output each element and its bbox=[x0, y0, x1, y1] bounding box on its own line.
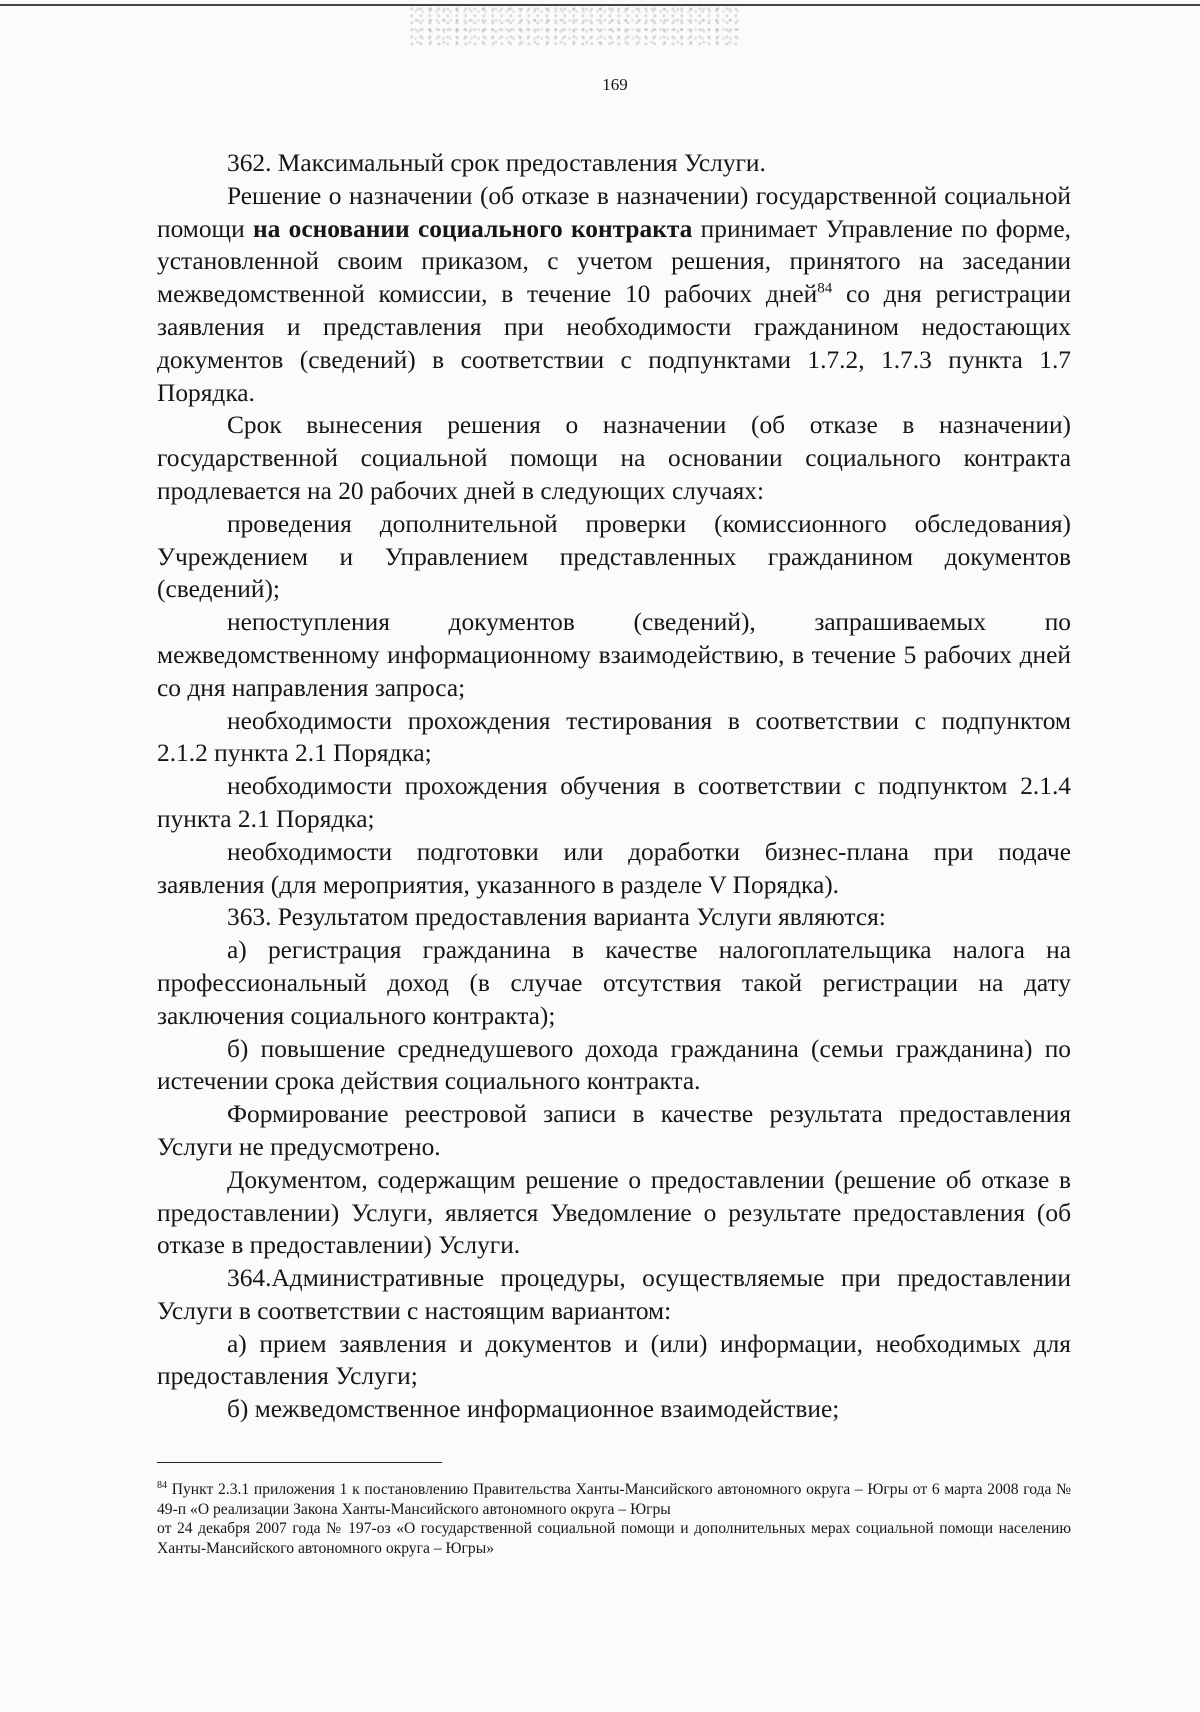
footnote-reference: 84 bbox=[817, 280, 833, 297]
section-363-paragraph: Формирование реестровой записи в качестве результата предоставления Услуги не предусмотрено. bbox=[157, 1100, 1071, 1161]
extension-case-item: проведения дополнительной проверки (комиссионного обследования) Учреждением и Управлением представленных гражданином документов (сведений); bbox=[157, 509, 1071, 604]
footnote-84 bbox=[157, 1480, 1071, 1519]
footnote-separator bbox=[157, 1462, 442, 1463]
text-run: со дня регистрации заявления и представления при необходимости гражданином недостающих документов (сведений) в соответствии с подпунктами 1.7.2, 1.7.3 пункта 1.7 Порядка. bbox=[157, 280, 1071, 407]
section-362-heading: 362. Максимальный срок предоставления Услуги. bbox=[227, 149, 766, 177]
procedure-item: б) межведомственное информационное взаимодействие; bbox=[227, 1395, 840, 1424]
section-362-extension-paragraph: Срок вынесения решения о назначении (об отказе в назначении) государственной социальной помощи на основании социального контракта продлевается на 20 рабочих дней в следующих случаях: bbox=[157, 411, 1071, 505]
page-number: 169 bbox=[602, 75, 628, 94]
section-363-heading: 363. Результатом предоставления варианта Услуги являются: bbox=[227, 903, 886, 932]
result-item: а) регистрация гражданина в качестве налогоплательщика налога на профессиональный доход (в случае отсутствия такой регистрации на дату заключения социального контракта); bbox=[157, 936, 1071, 1030]
result-item: б) повышение среднедушевого дохода гражданина (семьи гражданина) по истечении срока действия социального контракта. bbox=[157, 1034, 1071, 1096]
text-run: принимает Управление по форме, установленной своим приказом, с учетом решения, принятого на заседании межведомственной комиссии, в течение 10 рабочих дней bbox=[157, 214, 1071, 309]
footnote-84-continuation: от 24 декабря 2007 года № 197-оз «О государственной социальной помощи и дополнительных мерах социальной помощи населению Ханты-Мансийского автономного округа – Югры» bbox=[157, 1520, 1071, 1557]
extension-case-item: необходимости подготовки или доработки бизнес-плана при подаче заявления (для мероприятия, указанного в разделе V Порядка). bbox=[157, 837, 1071, 899]
bold-text-run: на основании социального контракта bbox=[253, 214, 693, 243]
extension-case-item: необходимости прохождения обучения в соответствии с подпунктом 2.1.4 пункта 2.1 Порядка; bbox=[157, 772, 1071, 833]
procedure-item: а) прием заявления и документов и (или) информации, необходимых для предоставления Услуги; bbox=[157, 1329, 1071, 1391]
scan-artifact bbox=[410, 6, 740, 46]
document-body bbox=[157, 147, 1071, 1426]
section-364-heading: 364.Административные процедуры, осуществляемые при предоставлении Услуги в соответствии с настоящим вариантом: bbox=[157, 1264, 1071, 1325]
extension-case-item: непоступления документов (сведений), запрашиваемых по межведомственному информационному взаимодействию, в течение 5 рабочих дней со дня направления запроса; bbox=[157, 608, 1071, 702]
extension-case-item: необходимости прохождения тестирования в соответствии с подпунктом 2.1.2 пункта 2.1 Порядка; bbox=[157, 706, 1071, 768]
footnote-text: Пункт 2.3.1 приложения 1 к постановлению Правительства Ханты-Мансийского автономного округа – Югры от 6 марта 2008 года № 49-п «О реализации Закона Ханты-Мансийского автономного округа – Югры bbox=[157, 1481, 1071, 1518]
footnote-marker: 84 bbox=[157, 1479, 167, 1491]
footnotes bbox=[157, 1480, 1071, 1558]
section-363-paragraph: Документом, содержащим решение о предоставлении (решение об отказе в предоставлении) Услуги, является Уведомление о результате предоставления (об отказе в предоставлении) Услуги. bbox=[157, 1165, 1071, 1260]
text-run: Решение о назначении (об отказе в назначении) государственной социальной помощи bbox=[157, 181, 1071, 243]
section-362-decision-paragraph bbox=[157, 180, 1071, 410]
